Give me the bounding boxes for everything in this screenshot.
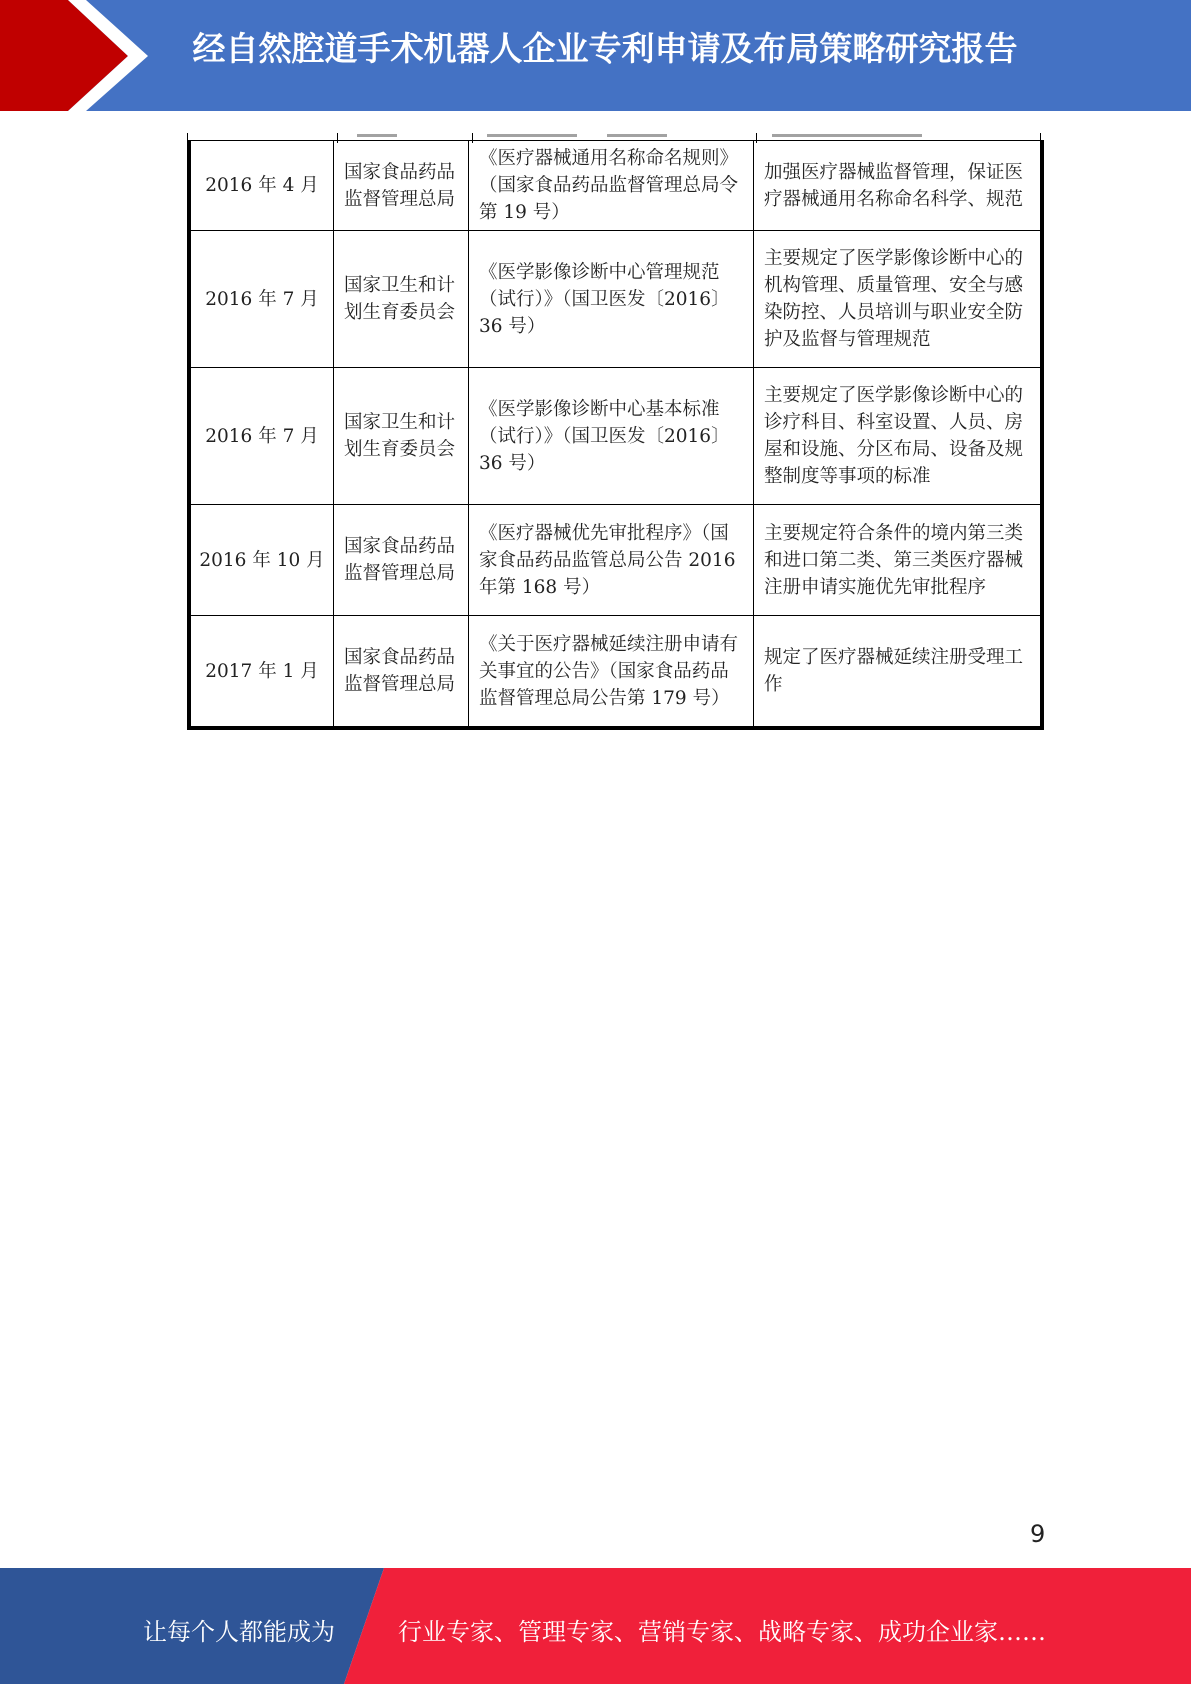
- table-row: [191, 368, 1041, 505]
- document-cell: 《医疗器械通用名称命名规则》（国家食品药品监督管理总局令第 19 号）: [469, 141, 754, 231]
- description-cell: 加强医疗器械监督管理，保证医疗器械通用名称命名科学、规范: [754, 141, 1041, 231]
- org-cell: 国家卫生和计划生育委员会: [334, 231, 469, 368]
- footer-slogan-left: 让每个人都能成为: [143, 1618, 335, 1646]
- date-cell: 2016 年 7 月: [191, 368, 334, 505]
- table-row: [191, 231, 1041, 368]
- document-cell: 《医学影像诊断中心基本标准（试行）》（国卫医发〔2016〕36 号）: [469, 368, 754, 505]
- date-cell: 2016 年 4 月: [191, 141, 334, 231]
- document-cell: 《医疗器械优先审批程序》（国家食品药品监管总局公告 2016 年第 168 号）: [469, 505, 754, 616]
- page-footer: [0, 1568, 1191, 1684]
- description-cell: 主要规定了医学影像诊断中心的诊疗科目、科室设置、人员、房屋和设施、分区布局、设备及规整制度等事项的标准: [754, 368, 1041, 505]
- document-cell: 《关于医疗器械延续注册申请有关事宜的公告》（国家食品药品监督管理总局公告第 179 号）: [469, 616, 754, 727]
- table-row: [191, 141, 1041, 231]
- description-cell: 主要规定符合条件的境内第三类和进口第二类、第三类医疗器械注册申请实施优先审批程序: [754, 505, 1041, 616]
- footer-slogan-right: 行业专家、管理专家、营销专家、战略专家、成功企业家……: [398, 1618, 1046, 1646]
- description-cell: 主要规定了医学影像诊断中心的机构管理、质量管理、安全与感染防控、人员培训与职业安全防护及监督与管理规范: [754, 231, 1041, 368]
- document-cell: 《医学影像诊断中心管理规范（试行）》（国卫医发〔2016〕36 号）: [469, 231, 754, 368]
- org-cell: 国家食品药品监督管理总局: [334, 505, 469, 616]
- date-cell: 2016 年 10 月: [191, 505, 334, 616]
- regulation-table: [187, 140, 1044, 730]
- table-row: [191, 616, 1041, 727]
- table-row: [191, 505, 1041, 616]
- header-chevron-graphic: [0, 0, 160, 111]
- org-cell: 国家食品药品监督管理总局: [334, 141, 469, 231]
- page-number: 9: [1030, 1520, 1046, 1548]
- org-cell: 国家食品药品监督管理总局: [334, 616, 469, 727]
- report-title: 经自然腔道手术机器人企业专利申请及布局策略研究报告: [192, 29, 1018, 68]
- org-cell: 国家卫生和计划生育委员会: [334, 368, 469, 505]
- description-cell: 规定了医疗器械延续注册受理工作: [754, 616, 1041, 727]
- date-cell: 2016 年 7 月: [191, 231, 334, 368]
- date-cell: 2017 年 1 月: [191, 616, 334, 727]
- page-header: [0, 0, 1191, 111]
